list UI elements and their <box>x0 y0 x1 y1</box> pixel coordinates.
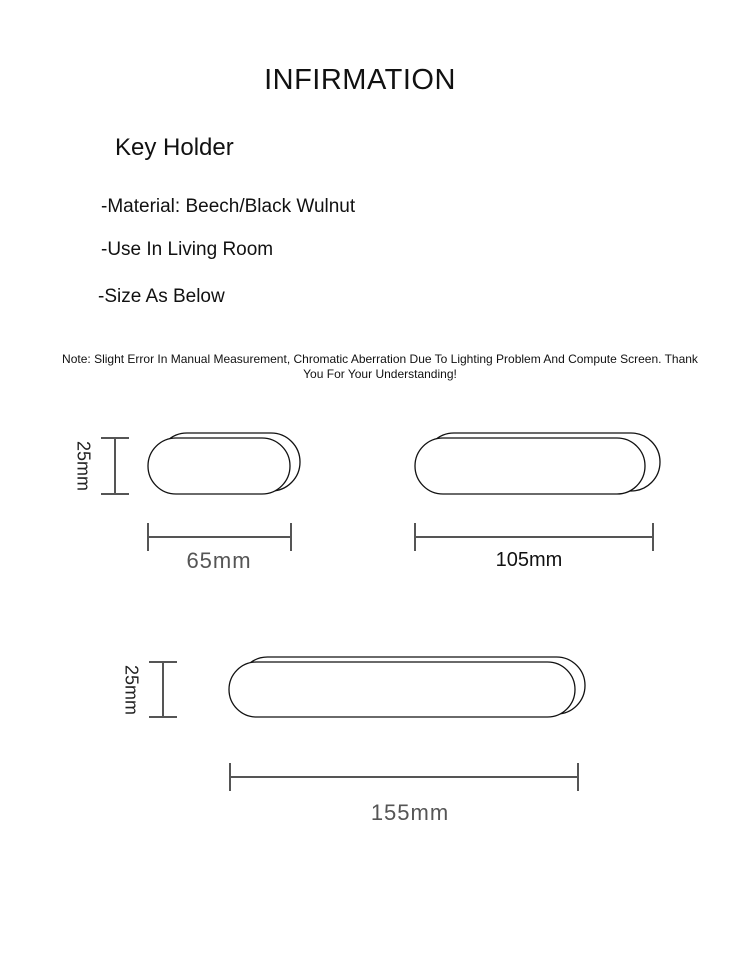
medium-holder-front <box>415 438 645 494</box>
small-height-line <box>101 438 129 494</box>
large-height-label: 25mm <box>121 664 142 716</box>
spec-use: -Use In Living Room <box>101 239 274 260</box>
page-title: INFIRMATION <box>264 64 456 96</box>
small-height-label: 25mm <box>73 440 94 492</box>
small-width-line <box>148 523 291 551</box>
large-width-line <box>230 763 578 791</box>
large-holder-front <box>229 662 575 717</box>
product-name: Key Holder <box>115 134 234 161</box>
spec-size: -Size As Below <box>98 286 225 307</box>
disclaimer-note: Note: Slight Error In Manual Measurement, Chromatic Aberration Due To Lighting Problem And Compute Screen. Thank You For Your Understanding! <box>62 352 698 381</box>
small-width-label: 65mm <box>186 548 252 573</box>
large-height-line <box>149 662 177 717</box>
spec-material: -Material: Beech/Black Wulnut <box>101 196 356 217</box>
large-width-label: 155mm <box>370 800 450 825</box>
medium-width-line <box>415 523 653 551</box>
small-holder-front <box>148 438 290 494</box>
medium-width-label: 105mm <box>495 549 563 571</box>
